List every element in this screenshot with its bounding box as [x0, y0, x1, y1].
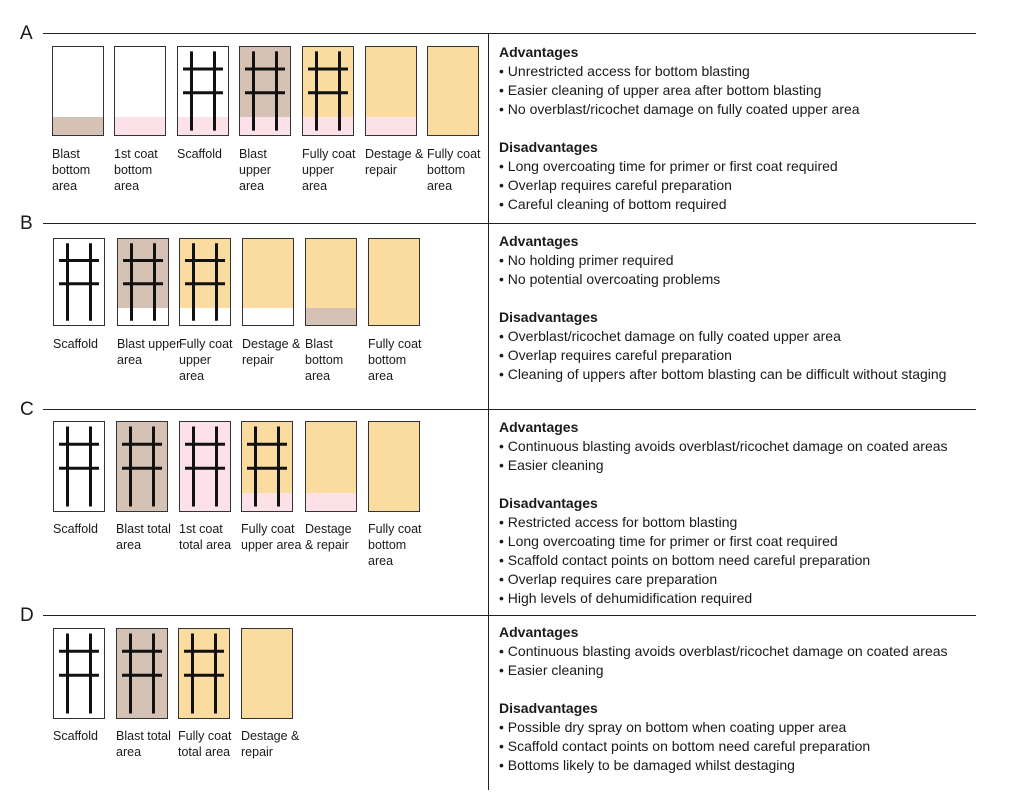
- panel-coat-upper-icon: [179, 238, 231, 326]
- panel-caption: Scaffold: [53, 522, 98, 536]
- panel-blast-bottom-icon: [305, 238, 357, 326]
- advantage-item: • Continuous blasting avoids overblast/ricochet damage on coated areas: [499, 642, 948, 661]
- panel-blast-upper-icon: [117, 238, 169, 326]
- disadvantages-heading: Disadvantages: [499, 700, 598, 716]
- panel-coat-upper-icon: [241, 421, 293, 512]
- scaffold-icon: [240, 47, 290, 135]
- panel-caption: Destage & repair: [305, 522, 352, 552]
- panel-first-coat-total-icon: [179, 421, 231, 512]
- panel-caption: Scaffold: [53, 337, 98, 351]
- panel-caption: Fully coat bottom area: [368, 522, 422, 568]
- scaffold-icon: [179, 629, 229, 718]
- disadvantages-heading: Disadvantages: [499, 309, 598, 325]
- disadvantages-heading: Disadvantages: [499, 495, 598, 511]
- first-coat-fill: [306, 493, 356, 511]
- disadvantage-item: • Careful cleaning of bottom required: [499, 195, 860, 214]
- disadvantage-item: • Overblast/ricochet damage on fully coated upper area: [499, 327, 946, 346]
- panel-caption: Blast bottom area: [52, 147, 91, 193]
- advantage-item: • Easier cleaning of upper area after bottom blasting: [499, 81, 860, 100]
- section-rule: [43, 615, 976, 616]
- panel-scaffold-icon: [53, 421, 105, 512]
- advantage-item: • Easier cleaning: [499, 456, 948, 475]
- blast-fill: [53, 117, 103, 135]
- panel-blast-upper-icon: [239, 46, 291, 136]
- scaffold-icon: [118, 239, 168, 325]
- advantage-item: • Easier cleaning: [499, 661, 948, 680]
- blast-fill: [306, 308, 356, 325]
- panel-caption: Scaffold: [53, 729, 98, 743]
- pros-cons-a: [499, 43, 860, 214]
- section-letter: D: [20, 605, 34, 626]
- disadvantages-heading: Disadvantages: [499, 139, 598, 155]
- scaffold-icon: [180, 422, 230, 511]
- section-rule: [43, 409, 976, 410]
- full-coat-fill: [243, 239, 293, 308]
- disadvantage-item: • High levels of dehumidification required: [499, 589, 948, 608]
- panel-coat-bottom-icon: [368, 238, 420, 326]
- full-coat-fill: [306, 422, 356, 493]
- panel-caption: Fully coat total area: [178, 729, 232, 759]
- scaffold-icon: [54, 239, 104, 325]
- panel-destage-icon: [242, 238, 294, 326]
- panel-blast-total-icon: [116, 628, 168, 719]
- panel-caption: Destage & repair: [241, 729, 300, 759]
- scaffold-icon: [54, 629, 104, 718]
- column-divider: [488, 33, 489, 790]
- panel-scaffold-icon: [53, 238, 105, 326]
- panel-caption: 1st coat total area: [179, 522, 232, 552]
- disadvantage-item: • Restricted access for bottom blasting: [499, 513, 948, 532]
- panel-caption: Blast total area: [116, 522, 171, 552]
- panel-caption: 1st coat bottom area: [114, 147, 158, 193]
- panel-caption: Fully coat bottom area: [427, 147, 481, 193]
- section-letter: B: [20, 213, 33, 234]
- full-coat-fill: [242, 629, 292, 718]
- pros-cons-c: [499, 418, 948, 608]
- panel-caption: Blast total area: [116, 729, 171, 759]
- panel-caption: Scaffold: [177, 147, 222, 161]
- advantage-item: • No holding primer required: [499, 251, 946, 270]
- advantage-item: • No potential overcoating problems: [499, 270, 946, 289]
- panel-caption: Fully coat bottom area: [368, 337, 422, 383]
- scaffold-icon: [180, 239, 230, 325]
- disadvantage-item: • Long overcoating time for primer or first coat required: [499, 532, 948, 551]
- panel-first-coat-bottom-icon: [114, 46, 166, 136]
- disadvantage-item: • Possible dry spray on bottom when coating upper area: [499, 718, 948, 737]
- panel-coat-bottom-icon: [427, 46, 479, 136]
- section-rule: [43, 33, 976, 34]
- scaffold-icon: [54, 422, 104, 511]
- panel-caption: Destage & repair: [242, 337, 301, 367]
- first-coat-fill: [366, 117, 416, 135]
- pros-cons-b: [499, 232, 946, 384]
- first-coat-fill: [115, 117, 165, 135]
- section-rule: [43, 223, 976, 224]
- advantages-heading: Advantages: [499, 233, 579, 249]
- disadvantage-item: • Overlap requires careful preparation: [499, 346, 946, 365]
- panel-caption: Fully coat upper area: [302, 147, 356, 193]
- advantages-heading: Advantages: [499, 419, 579, 435]
- scaffold-icon: [117, 422, 167, 511]
- disadvantage-item: • Bottoms likely to be damaged whilst destaging: [499, 756, 948, 775]
- advantage-item: • No overblast/ricochet damage on fully coated upper area: [499, 100, 860, 119]
- full-coat-fill: [366, 47, 416, 117]
- scaffold-icon: [117, 629, 167, 718]
- panel-destage-icon: [365, 46, 417, 136]
- scaffold-icon: [178, 47, 228, 135]
- panel-caption: Blast upper area: [239, 147, 271, 193]
- section-letter: C: [20, 399, 34, 420]
- disadvantage-item: • Cleaning of uppers after bottom blasting can be difficult without staging: [499, 365, 946, 384]
- disadvantage-item: • Scaffold contact points on bottom need careful preparation: [499, 551, 948, 570]
- panel-coat-upper-icon: [302, 46, 354, 136]
- full-coat-fill: [306, 239, 356, 308]
- advantages-heading: Advantages: [499, 624, 579, 640]
- full-coat-fill: [369, 422, 419, 511]
- panel-blast-total-icon: [116, 421, 168, 512]
- panel-scaffold-icon: [53, 628, 105, 719]
- panel-caption: Blast bottom area: [305, 337, 344, 383]
- panel-coat-bottom-icon: [368, 421, 420, 512]
- advantage-item: • Unrestricted access for bottom blasting: [499, 62, 860, 81]
- disadvantage-item: • Overlap requires care preparation: [499, 570, 948, 589]
- panel-caption: Fully coat upper area: [241, 522, 302, 552]
- disadvantage-item: • Long overcoating time for primer or first coat required: [499, 157, 860, 176]
- scaffold-icon: [303, 47, 353, 135]
- scaffold-icon: [242, 422, 292, 511]
- panel-coat-total-icon: [178, 628, 230, 719]
- panel-caption: Fully coat upper area: [179, 337, 233, 383]
- panel-caption: Blast upper area: [117, 337, 181, 367]
- advantage-item: • Continuous blasting avoids overblast/ricochet damage on coated areas: [499, 437, 948, 456]
- panel-blast-bottom-icon: [52, 46, 104, 136]
- panel-destage-icon: [305, 421, 357, 512]
- disadvantage-item: • Overlap requires careful preparation: [499, 176, 860, 195]
- disadvantage-item: • Scaffold contact points on bottom need careful preparation: [499, 737, 948, 756]
- pros-cons-d: [499, 623, 948, 775]
- full-coat-fill: [369, 239, 419, 325]
- section-letter: A: [20, 23, 33, 44]
- full-coat-fill: [428, 47, 478, 135]
- panel-destage-icon: [241, 628, 293, 719]
- advantages-heading: Advantages: [499, 44, 579, 60]
- panel-caption: Destage & repair: [365, 147, 424, 177]
- panel-scaffold-icon: [177, 46, 229, 136]
